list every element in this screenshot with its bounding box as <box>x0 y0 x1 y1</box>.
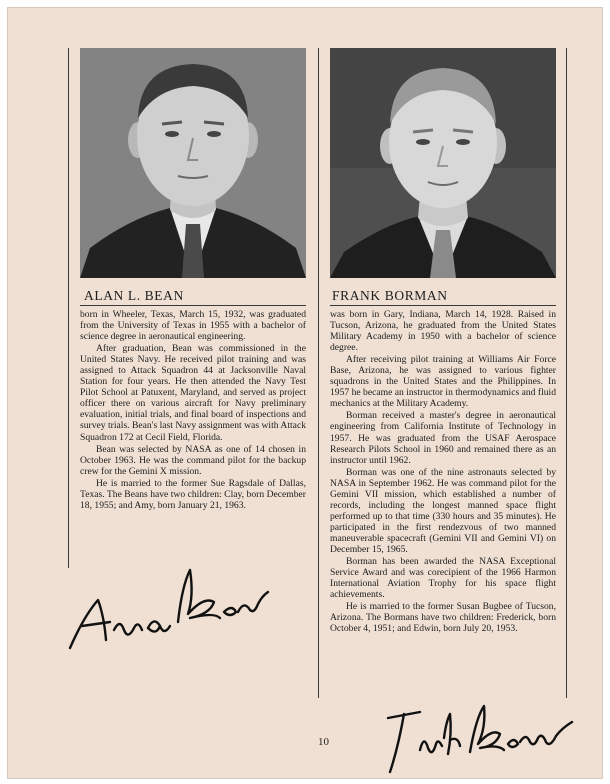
right-name: FRANK BORMAN <box>332 288 448 303</box>
frank-borman-signature <box>380 698 580 778</box>
portrait-photo-icon <box>330 48 556 278</box>
alan-bean-portrait <box>80 48 306 278</box>
right-bio-paragraph: He is married to the former Susan Bugbee of Tucson, Arizona. The Bormans have two children: Frederick, born October 4, 1951; and Edwin, born July 20, 1953. <box>330 601 556 635</box>
left-name-rule <box>80 305 306 306</box>
right-outer-rule <box>566 48 567 698</box>
right-bio <box>330 309 556 634</box>
left-bio <box>80 309 306 511</box>
right-bio-paragraph: Borman has been awarded the NASA Exceptional Service Award and was corecipient of the 1966 Harmon International Aviation Trophy for his space flight achievements. <box>330 556 556 601</box>
left-outer-rule <box>68 48 69 568</box>
left-bio-paragraph: born in Wheeler, Texas, March 15, 1932, was graduated from the University of Texas in 1955 with a bachelor of science degree in aeronautical engineering. <box>80 309 306 343</box>
program-page <box>8 8 602 778</box>
alan-bean-signature <box>64 556 274 656</box>
left-bio-paragraph: After graduation, Bean was commissioned in the United States Navy. He received pilot training and was assigned to Attack Squadron 44 at Jacksonville Naval Station for four years. He then attended the Navy Test Pilot School at Patuxent, Maryland, and served as project officer there on various aircraft for Navy preliminary evaluation, initial trials, and final board of inspections and survey trials. Bean's last Navy assignment was with Attack Squadron 172 at Cecil Field, Florida. <box>80 343 306 443</box>
frank-borman-portrait <box>330 48 556 278</box>
right-bio-paragraph: Borman received a master's degree in aeronautical engineering from California Institute of Technology in 1957. He was graduated from the USAF Aerospace Research Pilots School in 1960 and remained there as an instructor until 1962. <box>330 410 556 466</box>
page-number: 10 <box>318 736 329 748</box>
portrait-photo-icon <box>80 48 306 278</box>
right-bio-paragraph: Borman was one of the nine astronauts selected by NASA in September 1962. He was command pilot for the Gemini VII mission, which established a number of records, including the longest manned space flight performed up to that time (330 hours and 35 minutes). He participated in the first rendezvous of two manned maneuverable spacecraft (Gemini VII and Gemini VI) on December 15, 1965. <box>330 466 556 555</box>
right-bio-paragraph: After receiving pilot training at Williams Air Force Base, Arizona, he was assigned to various fighter squadrons in the United States and the Philippines. In 1957 he became an instructor in thermodynamics and fluid mechanics at the Military Academy. <box>330 354 556 410</box>
right-bio-paragraph: was born in Gary, Indiana, March 14, 1928. Raised in Tucson, Arizona, he graduated from the United States Military Academy in 1950 with a bachelor of science degree. <box>330 309 556 354</box>
left-bio-paragraph: He is married to the former Sue Ragsdale of Dallas, Texas. The Beans have two children: Clay, born December 18, 1955; and Amy, born January 21, 1963. <box>80 477 306 511</box>
left-bio-paragraph: Bean was selected by NASA as one of 14 chosen in October 1963. He was the command pilot for the backup crew for the Gemini X mission. <box>80 443 306 477</box>
right-name-rule <box>330 305 556 306</box>
center-rule <box>318 48 319 698</box>
left-name: ALAN L. BEAN <box>84 288 184 303</box>
